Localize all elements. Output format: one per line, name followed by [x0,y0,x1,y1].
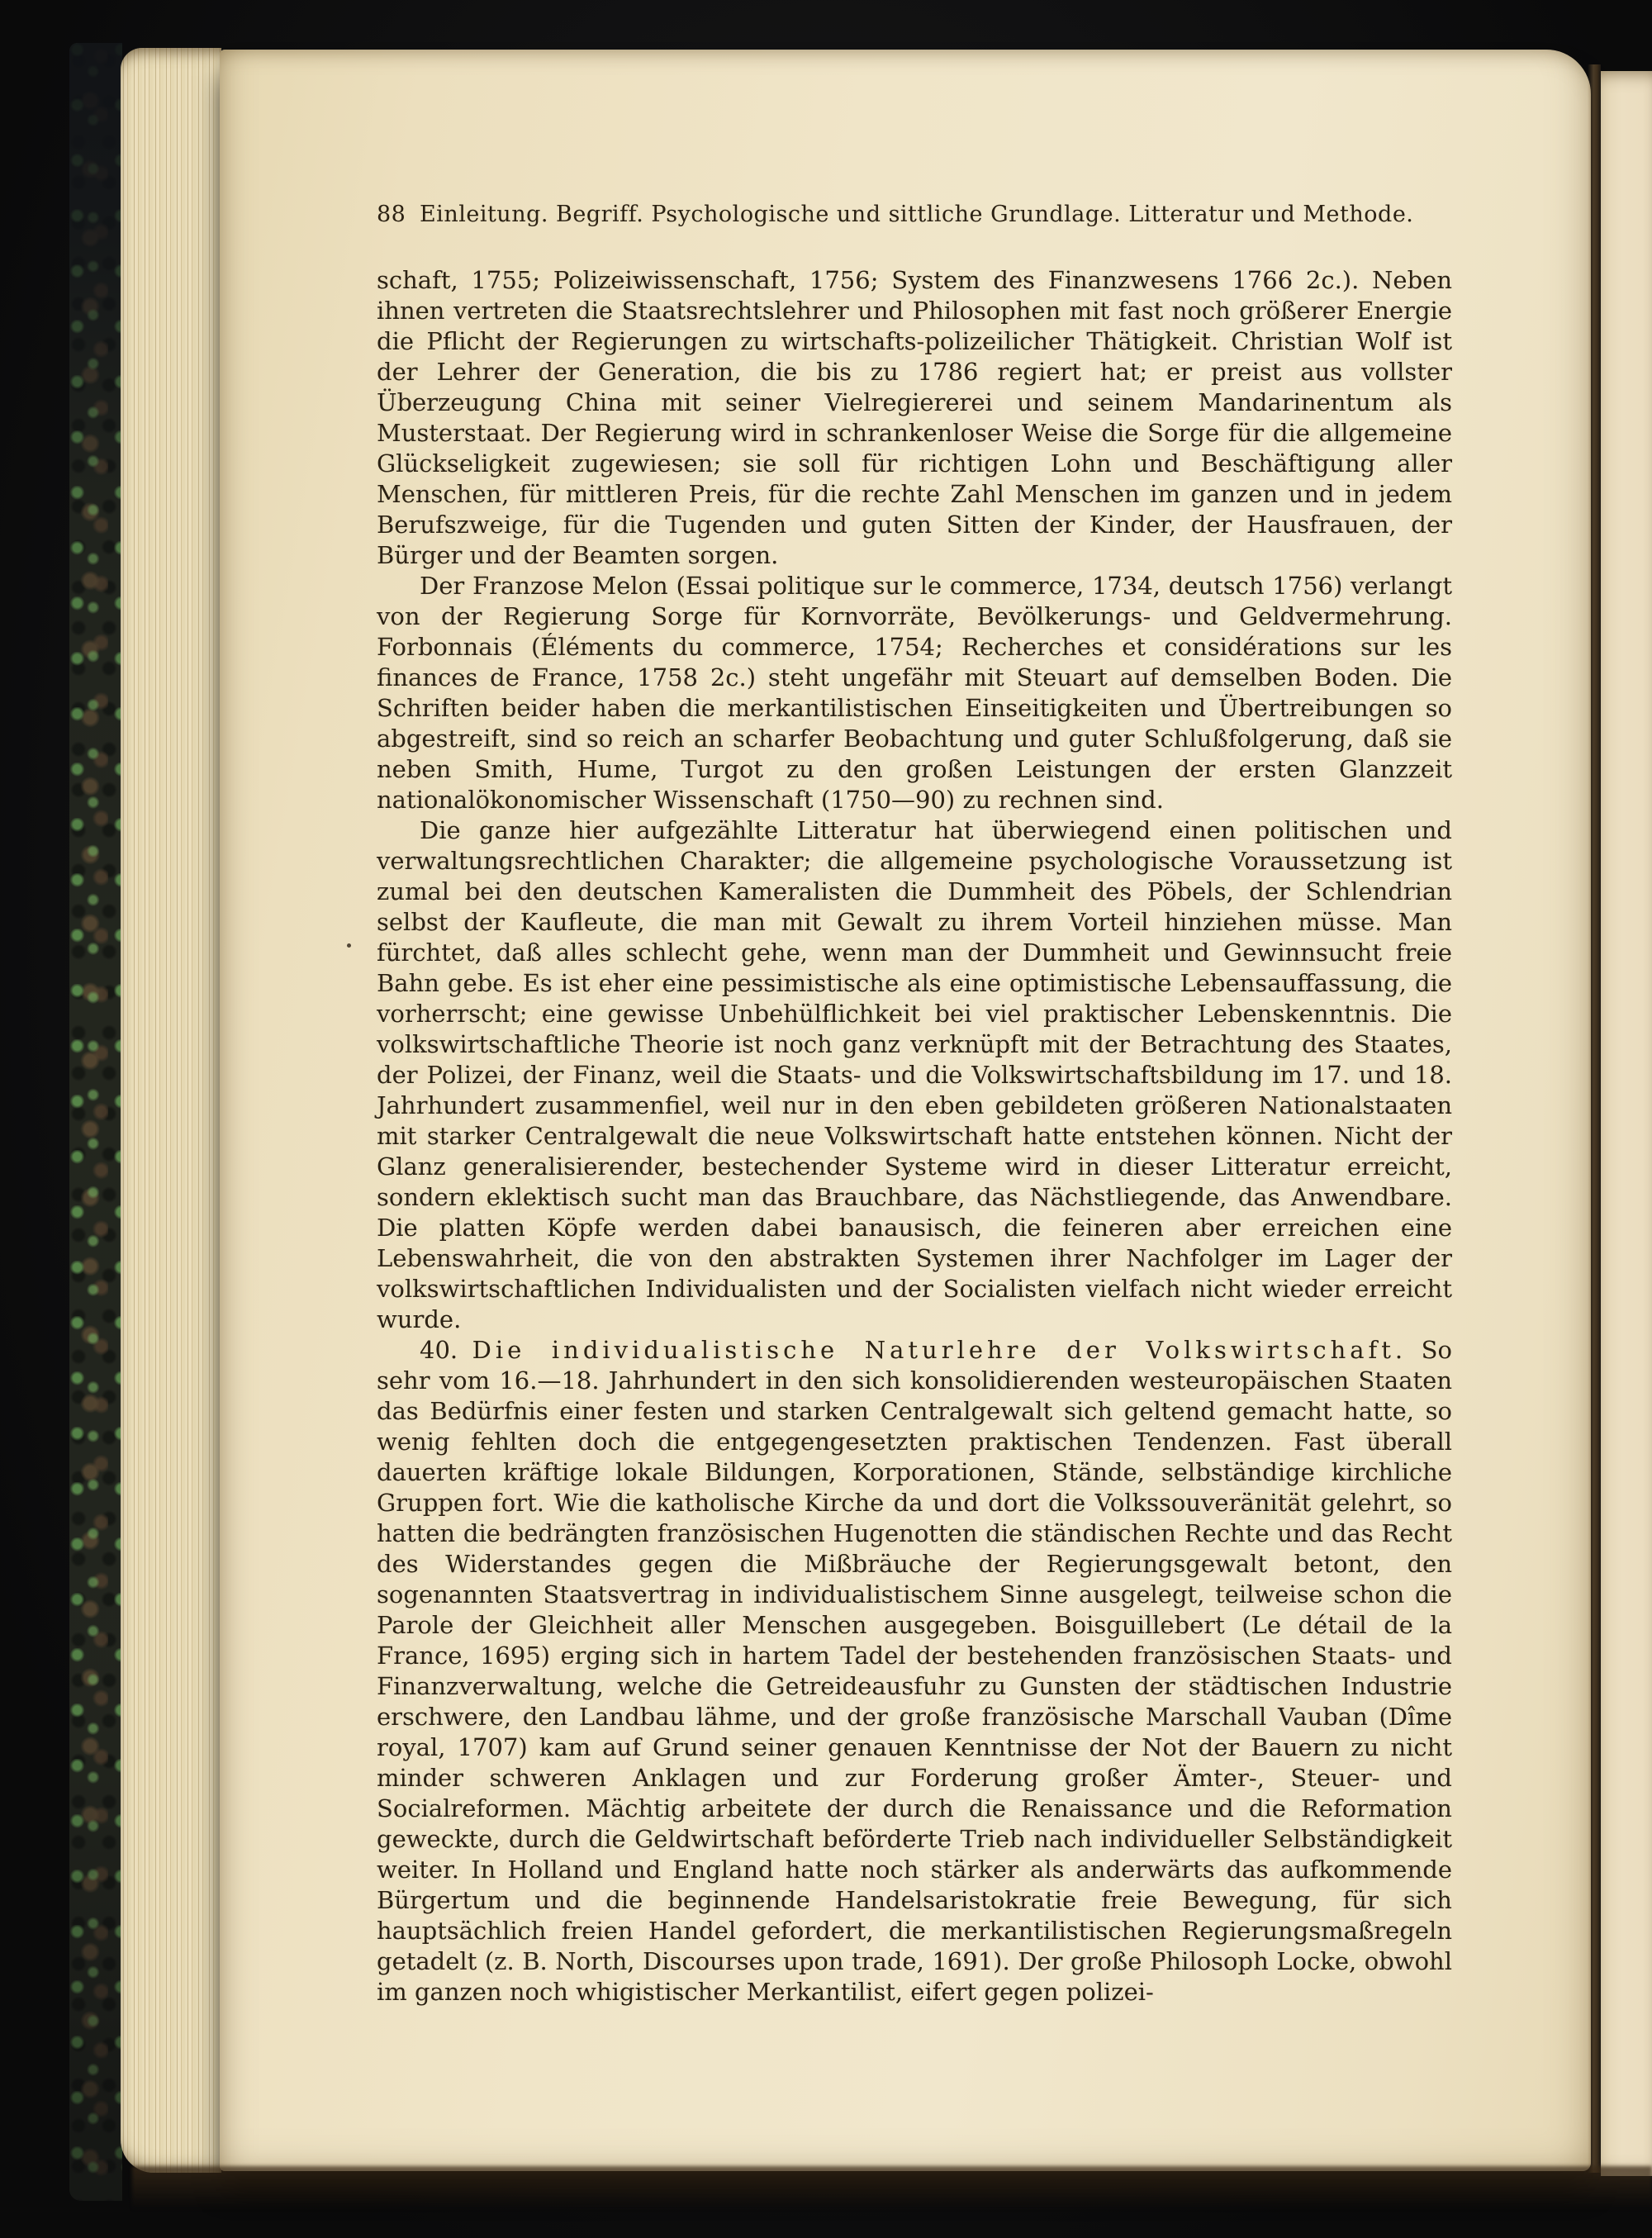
facing-page-edge [1601,71,1652,2176]
section-heading: Die individualistische Naturlehre der Volkswirtschaft. [472,1336,1408,1364]
body-text [377,265,1452,2008]
section-body: So sehr vom 16.—18. Jahrhundert in den sich konsolidierenden westeuropäischen Staaten das Bedürfnis einer festen und starken Centralgewalt sich geltend gemacht hatte, so wenig fehlten doch die entgegengesetzten praktischen Tendenzen. Fast überall dauerten kräftige lokale Bildungen, Korporationen, Stände, selbständige kirchliche Gruppen fort. Wie die katholische Kirche da und dort die Volkssouveränität gelehrt, so hatten die bedrängten französischen Hugenotten die ständischen Rechte und das Recht des Widerstandes gegen die Mißbräuche der Regierungsgewalt betont, den sogenannten Staatsvertrag in individualistischem Sinne ausgelegt, teilweise schon die Parole der Gleichheit aller Menschen ausgegeben. Boisguillebert (Le détail de la France, 1695) erging sich in hartem Tadel der bestehenden französischen Staats- und Finanzverwaltung, welche die Getreideausfuhr zu Gunsten der städtischen Industrie erschwere, den Landbau lähme, und der große französische Marschall Vauban (Dîme royal, 1707) kam auf Grund seiner genauen Kenntnisse der Not der Bauern zu nicht minder schweren Anklagen und zur Forderung großer Ämter-, Steuer- und Socialreformen. Mächtig arbeitete der durch die Renaissance und die Reformation geweckte, durch die Geldwirtschaft beförderte Trieb nach individueller Selbständigkeit weiter. In Holland und England hatte noch stärker als anderwärts das aufkommende Bürgertum und die beginnende Handelsaristokratie freie Bewegung, für sich hauptsächlich freien Handel gefordert, die merkantilistischen Regierungsmaßregeln getadelt (z. B. North, Discourses upon trade, 1691). Der große Philosoph Locke, obwohl im ganzen noch whigistischer Merkantilist, eifert gegen polizei- [377,1336,1452,2006]
paragraph-continuation: schaft, 1755; Polizeiwissenschaft, 1756; System des Finanzwesens 1766 2c.). Neben ihnen vertreten die Staatsrechtslehrer und Philosophen mit fast noch größerer Energie die Pflicht der Regierungen zu wirtschafts-polizeilicher Thätigkeit. Christian Wolf ist der Lehrer der Generation, die bis zu 1786 regiert hat; er preist aus vollster Überzeugung China mit seiner Vielregiererei und seinem Mandarinentum als Musterstaat. Der Regierung wird in schrankenloser Weise die Sorge für die allgemeine Glückseligkeit zugewiesen; sie soll für richtigen Lohn und Beschäftigung aller Menschen, für mittleren Preis, für die rechte Zahl Menschen im ganzen und in jedem Berufszweige, für die Tugenden und guten Sitten der Kinder, der Hausfrauen, der Bürger und der Beamten sorgen. [377,266,1452,569]
gutter-crease [1588,64,1601,2173]
running-header-title: Einleitung. Begriff. Psychologische und sittliche Grundlage. Litteratur und Methode. [419,202,1414,227]
paragraph-litteratur-charakter: Die ganze hier aufgezählte Litteratur hat überwiegend einen politischen und verwaltungsrechtlichen Charakter; die allgemeine psychologische Voraussetzung ist zumal bei den deutschen Kameralisten die Dummheit des Pöbels, der Schlendrian selbst der Kaufleute, die man mit Gewalt zu ihrem Vorteil hinziehen müsse. Man fürchtet, daß alles schlecht gehe, wenn man der Dummheit und Gewinnsucht freie Bahn gebe. Es ist eher eine pessimistische als eine optimistische Lebensauffassung, die vorherrscht; eine gewisse Unbehülflichkeit bei viel praktischer Lebenskenntnis. Die volkswirtschaftliche Theorie ist noch ganz verknüpft mit der Betrachtung des Staates, der Polizei, der Finanz, weil die Staats- und die Volkswirtschaftsbildung im 17. und 18. Jahrhundert zusammenfiel, weil nur in den eben gebildeten größeren Nationalstaaten mit starker Centralgewalt die neue Volkswirtschaft hatte entstehen können. Nicht der Glanz generalisierender, bestechender Systeme wird in dieser Litteratur erreicht, sondern eklektisch sucht man das Brauchbare, das Nächstliegende, das Anwendbare. Die platten Köpfe werden dabei banausisch, die feineren aber erreichen eine Lebenswahrheit, die von den abstrakten Systemen ihrer Nachfolger im Lager der volkswirtschaftlichen Individualisten und der Socialisten vielfach nicht wieder erreicht wurde. [377,816,1452,1333]
book-page [220,50,1591,2171]
printed-area [377,202,1452,2008]
page-number: 88 [377,202,406,227]
paragraph-section-40 [377,1335,1452,2008]
book-spine-marbled-cover [69,43,122,2201]
paragraph-melon-forbonnais: Der Franzose Melon (Essai politique sur le commerce, 1734, deutsch 1756) verlangt von der Regierung Sorge für Kornvorräte, Bevölkerungs- und Geldvermehrung. Forbonnais (Éléments du commerce, 1754; Recherches et considérations sur les finances de France, 1758 2c.) steht ungefähr mit Steuart auf demselben Boden. Die Schriften beider haben die merkantilistischen Einseitigkeiten und Übertreibungen so abgestreift, sind so reich an scharfer Beobachtung und guter Schlußfolgerung, daß sie neben Smith, Hume, Turgot zu den großen Leistungen der ersten Glanzzeit nationalökonomischer Wissenschaft (1750—90) zu rechnen sind. [377,572,1452,814]
page-edges-stack [121,48,221,2173]
book-shadow [132,2166,1652,2209]
running-header [377,202,1452,227]
ink-speck [347,943,351,948]
section-number: 40. [420,1336,458,1364]
